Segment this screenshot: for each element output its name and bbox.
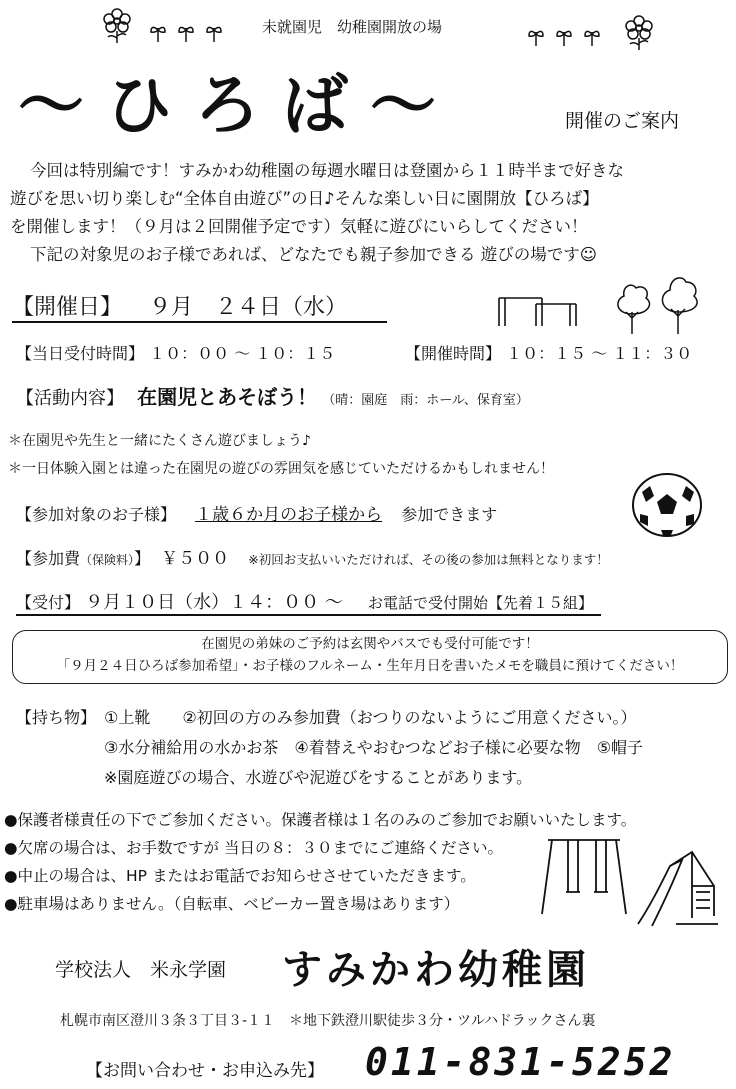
bullet-item: ●保護者様責任の下でご参加ください。保護者様は１名のみのご参加でお願いいたします。 — [4, 811, 637, 829]
fee-label: 【参加費 — [16, 549, 81, 568]
notice-line-2: 「９月２４日ひろば参加希望」・お子様のフルネーム・生年月日を書いたメモを職員に預けてください！ — [56, 658, 684, 674]
event-time-label: 【開催時間】 — [405, 344, 502, 363]
bullet-item: ●欠席の場合は、お手数ですが 当日の８：３０までにご連絡ください。 — [4, 839, 503, 857]
fee-note: ※初回お支払いいただければ、その後の参加は無料となります！ — [248, 552, 609, 567]
bars-icon — [496, 292, 582, 326]
intro-line-2: 遊びを思い切り楽しむ“全体自由遊び”の日♪そんな楽しい日に園開放【ひろば】 — [10, 189, 599, 208]
belongings-line-2: ③水分補給用の水かお茶 ④着替えやおむつなどお子様に必要な物 ⑤帽子 — [104, 738, 644, 757]
slide-icon — [630, 846, 720, 928]
reception-label: 【当日受付時間】 — [16, 344, 145, 363]
bullet-item: ●中止の場合は、HP またはお電話でお知らせさせていただきます。 — [4, 867, 476, 885]
swing-icon — [538, 836, 630, 916]
accept-note: お電話で受付開始【先着１５組】 — [367, 594, 593, 612]
accept-row — [16, 588, 601, 616]
fee-close: 】 — [134, 549, 151, 568]
top-line: 未就園児 幼稚園開放の場 — [262, 18, 443, 36]
accept-value: ９月１０日（水）１４：００ ～ — [85, 592, 343, 613]
target-row — [16, 500, 497, 525]
fee-value: ￥５００ — [161, 549, 230, 569]
event-date — [12, 290, 387, 323]
flower-icon — [100, 6, 134, 44]
event-time — [405, 341, 692, 364]
belongings-line-3: ※園庭遊びの場合、水遊びや泥遊びをすることがあります。 — [104, 768, 533, 787]
contact-label: 【お問い合わせ・お申込み先】 — [86, 1061, 324, 1081]
event-date-value: ９月 ２４日（水） — [149, 295, 348, 320]
reception-time — [16, 341, 335, 364]
target-value: １歳６か月のお子様から — [195, 505, 383, 525]
intro-line-4: 下記の対象児のお子様であれば、どなたでも親子参加できる 遊びの場です☺ — [30, 245, 597, 264]
activity-note-1: ＊在園児や先生と一緒にたくさん遊びましょう♪ — [8, 433, 311, 449]
reception-value: １０：００ ～ １０：１５ — [149, 344, 336, 363]
soccer-ball-icon — [630, 472, 704, 538]
event-date-label: 【開催日】 — [12, 295, 123, 320]
intro-line-1: 今回は特別編です！すみかわ幼稚園の毎週水曜日は登園から１１時半まで好きな — [30, 161, 624, 180]
kindergarten-name: すみかわ幼稚園 — [282, 947, 590, 993]
activity-note: （晴：園庭 雨：ホール、保育室） — [322, 393, 529, 408]
notice-line-1: 在園児の弟妹のご予約は玄関やバスでも受付可能です！ — [201, 636, 539, 652]
fee-small: （保険料） — [80, 553, 135, 567]
fee-row — [16, 544, 609, 569]
page-title: ～ひろば～ — [18, 67, 458, 144]
school-corp: 学校法人 米永学園 — [55, 959, 227, 981]
target-suffix: 参加できます — [401, 505, 498, 524]
sprout-icon — [528, 24, 608, 48]
sprout-icon — [150, 20, 230, 44]
accept-label: 【受付】 — [16, 593, 81, 612]
activity-value: 在園児とあそぼう！ — [137, 385, 318, 409]
activity-label: 【活動内容】 — [16, 388, 124, 409]
notice-box — [12, 630, 728, 684]
target-label: 【参加対象のお子様】 — [16, 505, 177, 524]
event-time-value: １０：１５ ～ １１：３０ — [506, 344, 693, 363]
bullet-item: ●駐車場はありません。（自転車、ベビーカー置き場はあります） — [4, 895, 460, 913]
tree-icon — [610, 272, 706, 336]
address: 札幌市南区澄川３条３丁目３-１１ ＊地下鉄澄川駅徒歩３分・ツルハドラックさん裏 — [60, 1013, 596, 1029]
flower-icon — [622, 12, 656, 52]
activity — [16, 381, 529, 410]
phone-number[interactable]: 011-831-5252 — [365, 1040, 676, 1084]
belongings-label: 【持ち物】 — [16, 708, 97, 727]
belongings-line-1: ①上靴 ②初回の方のみ参加費（おつりのないようにご用意ください。） — [104, 708, 637, 727]
activity-note-2: ＊一日体験入園とは違った在園児の遊びの雰囲気を感じていただけるかもしれません！ — [8, 461, 554, 477]
intro-line-3: を開催します！（９月は２回開催予定です）気軽に遊びにいらしてください！ — [10, 217, 588, 236]
page-subtitle: 開催のご案内 — [565, 110, 680, 132]
